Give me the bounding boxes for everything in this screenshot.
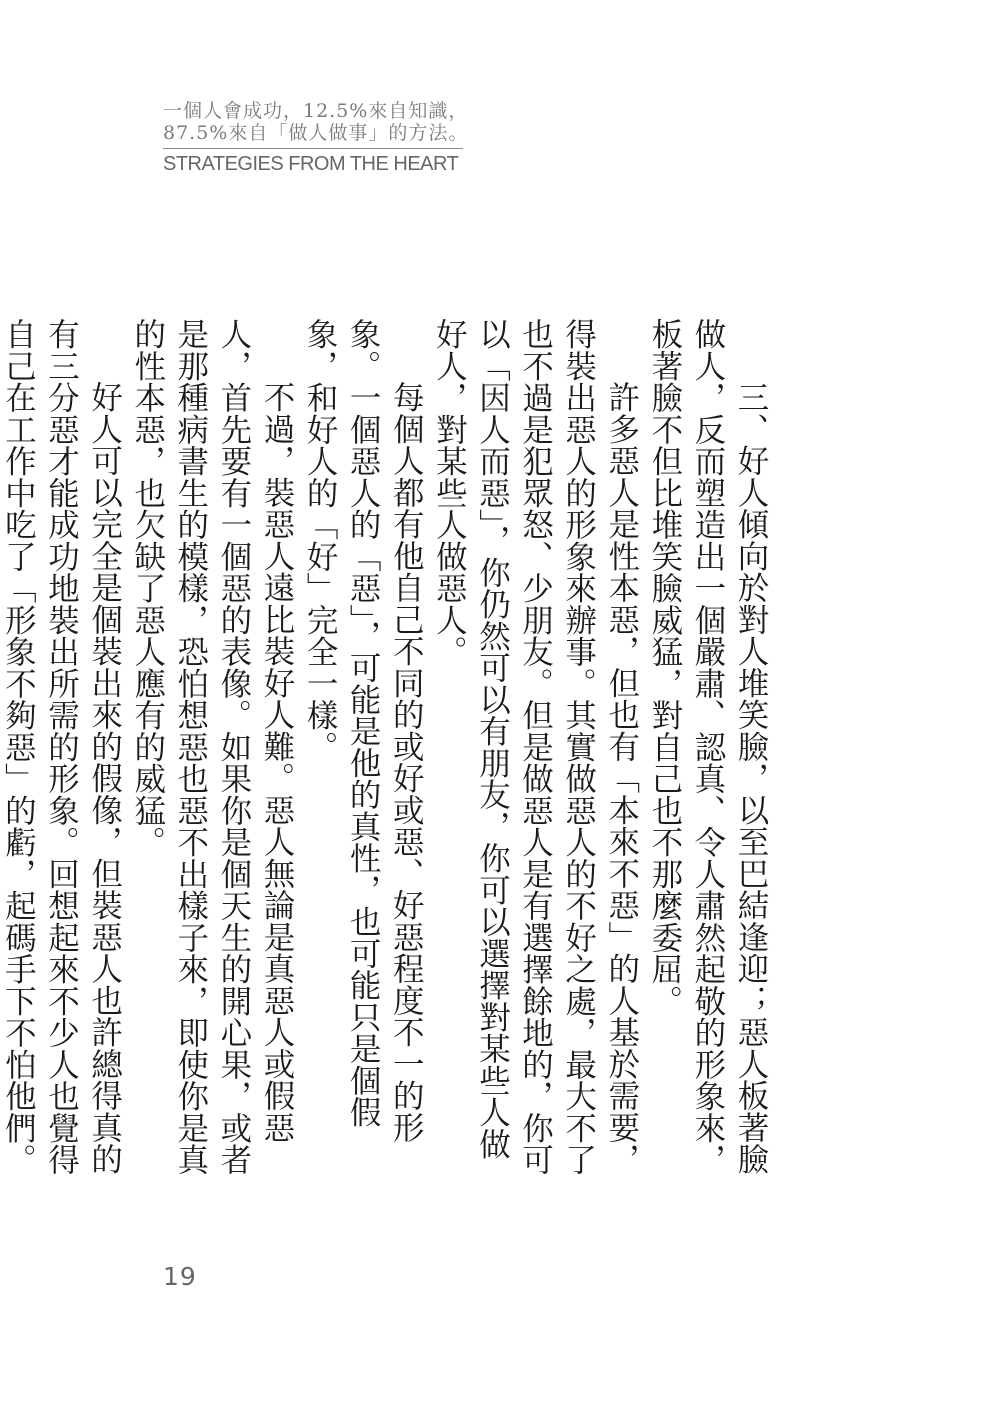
paragraph-5: 好人可以完全是個裝出來的假像，但裝惡人也許總得真的有三分惡才能成功地裝出所需的形象。回想起來不少人也覺得自己在工作中吃了「形象不夠惡」的虧，起碼手下不怕他們。 [0, 318, 123, 1176]
running-header [163, 100, 503, 176]
page-number: 19 [163, 1262, 197, 1291]
paragraph-4: 不過，裝惡人遠比裝好人難。惡人無論是真惡人或假惡人，首先要有一個惡的表像。如果你是個天生的開心果，或者是那種病書生的模樣，恐怕想惡也惡不出樣子來，即使你是真的性本惡，也欠缺了惡人應有的威猛。 [129, 318, 295, 1176]
paragraph-3: 每個人都有他自己不同的或好或惡、好惡程度不一的形象。一個惡人的「惡」，可能是他的真性，也可能只是個假象，和好人的「好」完全一樣。 [302, 318, 425, 1143]
header-slogan-line-1: 一個人會成功，12.5%來自知識， [163, 100, 469, 122]
header-divider [163, 148, 463, 149]
header-slogan-line-2: 87.5%來自「做人做事」的方法。 [163, 122, 469, 144]
header-english-title: STRATEGIES FROM THE HEART [163, 153, 459, 175]
paragraph-2: 許多惡人是性本惡，但也有「本來不惡」的人基於需要，得裝出惡人的形象來辦事。其實做惡人的不好之處，最大不了也不過是犯眾怒、少朋友。但是做惡人是有選擇餘地的，你可以「因人而惡」，你仍然可以有朋友，你可以選擇對某些人做好人，對某些人做惡人。 [431, 318, 640, 1176]
vertical-body-text [0, 318, 772, 1178]
paragraph-1: 三、好人傾向於對人堆笑臉，以至巴結逢迎；惡人板著臉做人，反而塑造出一個嚴肅、認真、令人肅然起敬的形象來，板著臉不但比堆笑臉威猛，對自己也不那麼委屈。 [646, 318, 769, 1176]
